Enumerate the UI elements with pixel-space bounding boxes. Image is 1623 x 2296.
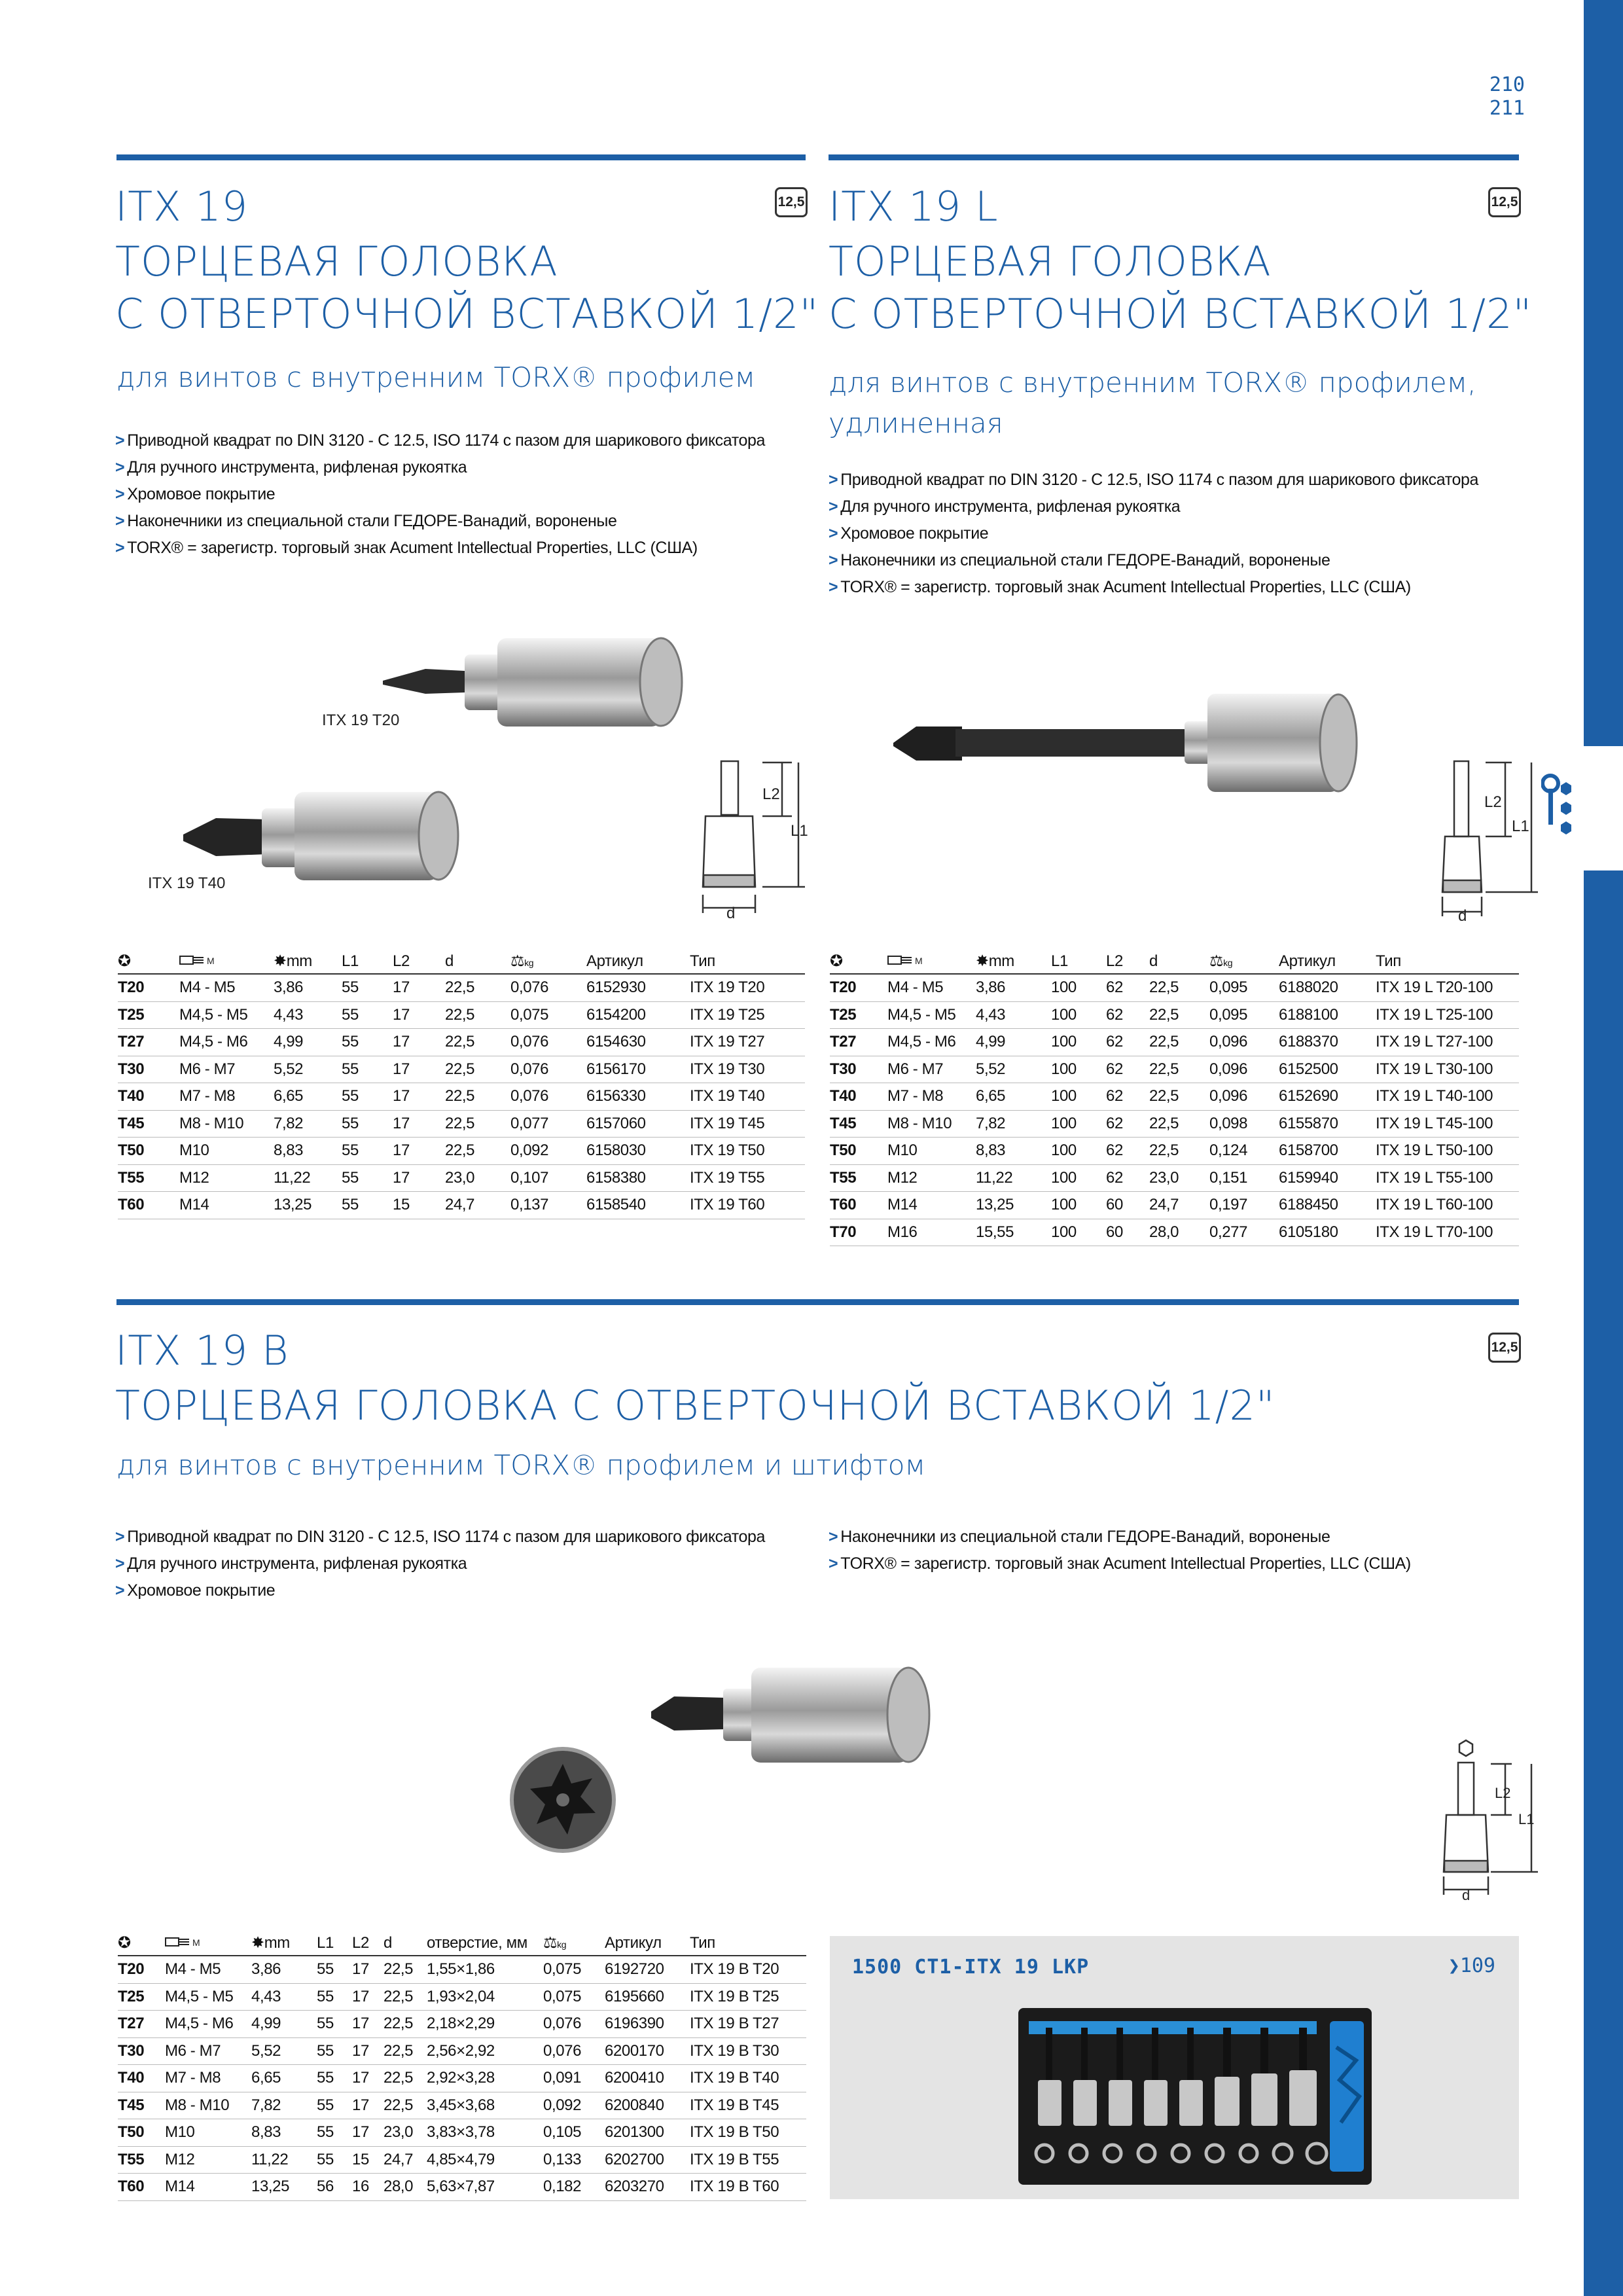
table-row: T55 M12 11,22 100 62 23,0 0,151 6159940 ITX 19 L T55-100 xyxy=(830,1164,1519,1192)
feature-item: > Наконечники из специальной стали ГЕДОРЕ-Ванадий, вороненые xyxy=(115,512,617,530)
itx19l-feature-list xyxy=(829,467,1478,601)
col-header-d: d xyxy=(383,1930,427,1956)
table-row: T30 M6 - M7 5,52 100 62 22,5 0,096 6152500 ITX 19 L T30-100 xyxy=(830,1056,1519,1083)
dim-label-l1: L1 xyxy=(1512,817,1529,835)
table-row: T25 M4,5 - M5 4,43 55 17 22,5 0,075 6154200 ITX 19 T25 xyxy=(118,1001,805,1029)
feature-item: > Хромовое покрытие xyxy=(829,524,989,543)
col-header-article: Артикул xyxy=(586,948,690,974)
col-header-article: Артикул xyxy=(1279,948,1376,974)
itx19l-description: для винтов с внутренним TORX® профилем, удлиненная xyxy=(829,367,1476,439)
section-rule-itx19l xyxy=(829,154,1519,160)
torx-star-icon: ✸ xyxy=(251,1934,264,1952)
itx19b-feature-list-left xyxy=(115,1524,765,1604)
dim-label-d: d xyxy=(1458,907,1467,925)
itx19b-description: для винтов с внутренним TORX® профилем и штифтом xyxy=(116,1449,926,1481)
col-header-mm: ✸mm xyxy=(274,948,342,974)
itx19-subtitle-line1: ТОРЦЕВАЯ ГОЛОВКА xyxy=(115,238,558,285)
table-row: T55 M12 11,22 55 17 23,0 0,107 6158380 ITX 19 T55 xyxy=(118,1164,805,1192)
itx19b-feature-list-right xyxy=(829,1524,1411,1577)
col-header-weight: ⚖kg xyxy=(543,1930,605,1956)
torx-profile-icon: ✪ xyxy=(830,948,887,974)
feature-item: > Для ручного инструмента, рифленая рукоятка xyxy=(115,1554,467,1573)
dim-label-l2: L2 xyxy=(762,785,780,803)
section-rule-itx19b xyxy=(116,1299,1519,1305)
itx19b-spec-table xyxy=(118,1930,806,2201)
dim-label-l2: L2 xyxy=(1484,793,1502,811)
itx19-feature-list xyxy=(115,427,765,562)
chevron-right-icon: ❯ xyxy=(1448,1954,1460,1977)
itx19-subtitle-line2: С ОТВЕРТОЧНОЙ ВСТАВКОЙ 1/2" xyxy=(115,290,819,338)
scale-icon: ⚖ xyxy=(543,1934,558,1952)
feature-item: > Наконечники из специальной стали ГЕДОРЕ-Ванадий, вороненые xyxy=(829,551,1330,569)
col-header-weight: ⚖kg xyxy=(510,948,586,974)
dim-label-l1: L1 xyxy=(1518,1811,1535,1827)
table-row: T50 M10 8,83 55 17 22,5 0,092 6158030 ITX 19 T50 xyxy=(118,1138,805,1165)
scale-icon: ⚖ xyxy=(510,952,525,970)
table-row: T40 M7 - M8 6,65 100 62 22,5 0,096 6152690 ITX 19 L T40-100 xyxy=(830,1083,1519,1111)
col-header-mm: ✸mm xyxy=(251,1930,317,1956)
itx19-description: для винтов с внутренним TORX® профилем xyxy=(116,361,756,393)
col-header-weight: ⚖kg xyxy=(1209,948,1279,974)
itx19b-socket-photo xyxy=(648,1656,949,1774)
col-header-l2: L2 xyxy=(393,948,445,974)
table-row: T50 M10 8,83 55 17 23,0 3,83×3,78 0,105 6201300 ITX 19 B T50 xyxy=(118,2119,806,2147)
col-header-type: Тип xyxy=(690,1930,806,1956)
col-header-d: d xyxy=(445,948,510,974)
torx-pin-profile-icon: ✪ xyxy=(118,1930,165,1956)
table-row: T60 M14 13,25 56 16 28,0 5,63×7,87 0,182 6203270 ITX 19 B T60 xyxy=(118,2174,806,2201)
feature-item: > Наконечники из специальной стали ГЕДОРЕ-Ванадий, вороненые xyxy=(829,1528,1330,1546)
table-row: T27 M4,5 - M6 4,99 55 17 22,5 0,076 6154630 ITX 19 T27 xyxy=(118,1029,805,1056)
itx19b-subtitle: ТОРЦЕВАЯ ГОЛОВКА С ОТВЕРТОЧНОЙ ВСТАВКОЙ 1/2" xyxy=(115,1382,1275,1429)
table-header-row xyxy=(830,948,1519,974)
table-row: T27 M4,5 - M6 4,99 100 62 22,5 0,096 6188370 ITX 19 L T27-100 xyxy=(830,1029,1519,1056)
feature-item: > TORX® = зарегистр. торговый знак Acument Intellectual Properties, LLC (США) xyxy=(829,578,1411,596)
lkp-set-title: 1500 CT1-ITX 19 LKP xyxy=(852,1956,1090,1979)
col-header-l1: L1 xyxy=(317,1930,352,1956)
itx19b-dimension-diagram xyxy=(1440,1738,1558,1901)
drive-size-badge: 12,5 xyxy=(775,187,808,217)
page-number-right: 211 xyxy=(1489,97,1525,120)
screw-size-icon xyxy=(179,948,274,974)
torx-star-icon: ✸ xyxy=(274,952,287,970)
itx19l-model-title: ITX 19 L xyxy=(829,183,999,230)
svg-text:M: M xyxy=(207,956,215,966)
col-header-type: Тип xyxy=(690,948,805,974)
feature-item: > Приводной квадрат по DIN 3120 - C 12.5, ISO 1174 с пазом для шарикового фиксатора xyxy=(115,1528,766,1546)
table-row: T20 M4 - M5 3,86 100 62 22,5 0,095 6188020 ITX 19 L T20-100 xyxy=(830,974,1519,1001)
itx19l-subtitle-line1: ТОРЦЕВАЯ ГОЛОВКА xyxy=(829,238,1272,285)
itx19-t20-socket-photo xyxy=(373,609,713,740)
itx19-model-title: ITX 19 xyxy=(115,183,249,230)
page-numbers xyxy=(1466,73,1525,120)
itx19-t40-caption: ITX 19 T40 xyxy=(148,874,226,892)
feature-item: > TORX® = зарегистр. торговый знак Acument Intellectual Properties, LLC (США) xyxy=(115,539,698,557)
table-row: T25 M4,5 - M5 4,43 100 62 22,5 0,095 6188100 ITX 19 L T25-100 xyxy=(830,1001,1519,1029)
dim-label-d: d xyxy=(1462,1887,1471,1901)
table-row: T40 M7 - M8 6,65 55 17 22,5 0,076 6156330 ITX 19 T40 xyxy=(118,1083,805,1111)
dim-label-l2: L2 xyxy=(1495,1785,1511,1801)
table-row: T70 M16 15,55 100 60 28,0 0,277 6105180 ITX 19 L T70-100 xyxy=(830,1219,1519,1246)
table-row: T50 M10 8,83 100 62 22,5 0,124 6158700 ITX 19 L T50-100 xyxy=(830,1138,1519,1165)
scale-icon: ⚖ xyxy=(1209,952,1224,970)
lkp-tray-photo xyxy=(1018,2008,1372,2185)
feature-item: > Для ручного инструмента, рифленая рукоятка xyxy=(829,497,1181,516)
table-row: T60 M14 13,25 100 60 24,7 0,197 6188450 ITX 19 L T60-100 xyxy=(830,1192,1519,1219)
dim-label-d: d xyxy=(726,905,736,922)
svg-text:M: M xyxy=(192,1937,200,1948)
itx19l-dimension-diagram xyxy=(1440,756,1558,926)
feature-item: > Приводной квадрат по DIN 3120 - C 12.5, ISO 1174 с пазом для шарикового фиксатора xyxy=(829,471,1479,489)
feature-item: > TORX® = зарегистр. торговый знак Acument Intellectual Properties, LLC (США) xyxy=(829,1554,1411,1573)
section-rule-itx19 xyxy=(116,154,806,160)
side-color-bar xyxy=(1584,0,1623,2296)
table-row: T20 M4 - M5 3,86 55 17 22,5 1,55×1,86 0,075 6192720 ITX 19 B T20 xyxy=(118,1956,806,1983)
table-header-row xyxy=(118,948,805,974)
itx19-spec-table xyxy=(118,948,805,1219)
page-number-left: 210 xyxy=(1489,73,1525,96)
screw-size-icon xyxy=(165,1930,251,1956)
itx19l-spec-table xyxy=(830,948,1519,1246)
col-header-article: Артикул xyxy=(605,1930,690,1956)
feature-item: > Приводной квадрат по DIN 3120 - C 12.5, ISO 1174 с пазом для шарикового фиксатора xyxy=(115,431,766,450)
table-row: T45 M8 - M10 7,82 55 17 22,5 0,077 6157060 ITX 19 T45 xyxy=(118,1110,805,1138)
col-header-hole: отверстие, мм xyxy=(427,1930,543,1956)
table-row: T60 M14 13,25 55 15 24,7 0,137 6158540 ITX 19 T60 xyxy=(118,1192,805,1219)
itx19l-subtitle-line2: С ОТВЕРТОЧНОЙ ВСТАВКОЙ 1/2" xyxy=(829,290,1533,338)
table-row: T27 M4,5 - M6 4,99 55 17 22,5 2,18×2,29 0,076 6196390 ITX 19 B T27 xyxy=(118,2011,806,2038)
drive-size-badge: 12,5 xyxy=(1488,1333,1521,1363)
lkp-page-reference-link[interactable]: ❯109 xyxy=(1448,1954,1495,1977)
itx19l-socket-photo xyxy=(890,681,1374,805)
col-header-l1: L1 xyxy=(1051,948,1106,974)
col-header-l2: L2 xyxy=(1106,948,1149,974)
itx19b-model-title: ITX 19 B xyxy=(115,1327,289,1374)
table-header-row xyxy=(118,1930,806,1956)
table-row: T55 M12 11,22 55 15 24,7 4,85×4,79 0,133 6202700 ITX 19 B T55 xyxy=(118,2146,806,2174)
dim-label-l1: L1 xyxy=(791,822,808,840)
screw-size-icon xyxy=(887,948,976,974)
feature-item: > Для ручного инструмента, рифленая рукоятка xyxy=(115,458,467,476)
table-row: T45 M8 - M10 7,82 100 62 22,5 0,098 6155870 ITX 19 L T45-100 xyxy=(830,1110,1519,1138)
table-row: T25 M4,5 - M5 4,43 55 17 22,5 1,93×2,04 0,075 6195660 ITX 19 B T25 xyxy=(118,1983,806,2011)
col-header-l1: L1 xyxy=(342,948,393,974)
col-header-l2: L2 xyxy=(352,1930,383,1956)
itx19-t20-caption: ITX 19 T20 xyxy=(322,711,400,729)
torx-star-icon: ✸ xyxy=(976,952,989,970)
drive-size-badge: 12,5 xyxy=(1488,187,1521,217)
table-row: T30 M6 - M7 5,52 55 17 22,5 2,56×2,92 0,076 6200170 ITX 19 B T30 xyxy=(118,2037,806,2065)
col-header-mm: ✸mm xyxy=(976,948,1051,974)
feature-item: > Хромовое покрытие xyxy=(115,1581,276,1600)
table-row: T45 M8 - M10 7,82 55 17 22,5 3,45×3,68 0,092 6200840 ITX 19 B T45 xyxy=(118,2092,806,2119)
table-row: T30 M6 - M7 5,52 55 17 22,5 0,076 6156170 ITX 19 T30 xyxy=(118,1056,805,1083)
table-row: T20 M4 - M5 3,86 55 17 22,5 0,076 6152930 ITX 19 T20 xyxy=(118,974,805,1001)
col-header-type: Тип xyxy=(1376,948,1519,974)
itx19-dimension-diagram xyxy=(700,756,818,926)
col-header-d: d xyxy=(1149,948,1209,974)
lkp-set-panel xyxy=(830,1936,1519,2199)
feature-item: > Хромовое покрытие xyxy=(115,485,276,503)
torx-profile-icon: ✪ xyxy=(118,948,179,974)
table-row: T40 M7 - M8 6,65 55 17 22,5 2,92×3,28 0,091 6200410 ITX 19 B T40 xyxy=(118,2065,806,2092)
torx-tamper-bit-closeup xyxy=(507,1744,618,1856)
side-bar-gap xyxy=(1584,746,1623,870)
svg-text:M: M xyxy=(915,956,923,966)
